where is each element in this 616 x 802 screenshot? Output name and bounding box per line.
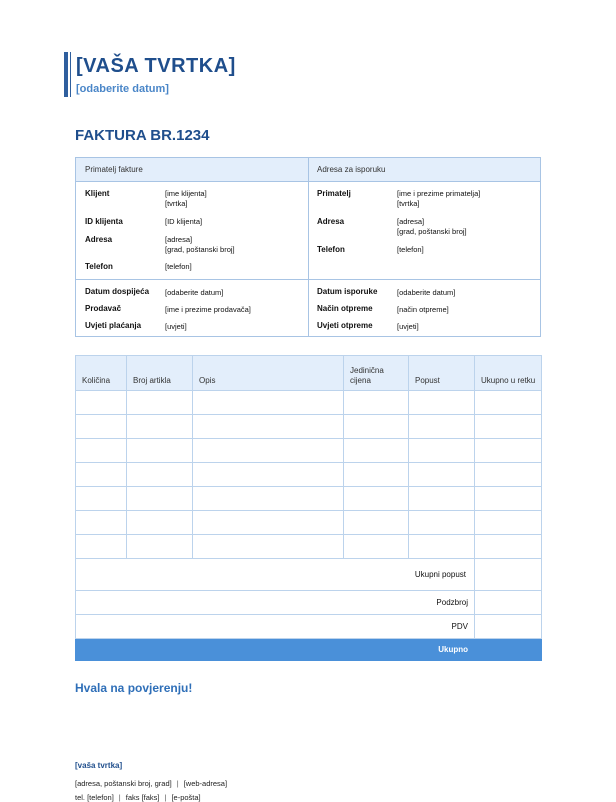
table-cell[interactable] [344, 511, 409, 535]
vat-label: PDV [76, 615, 475, 639]
bill-phone-field[interactable]: [telefon] [165, 262, 192, 271]
shipping-terms-field[interactable]: [uvjeti] [397, 322, 419, 331]
shipping-method-field[interactable]: [način otpreme] [397, 305, 449, 314]
client-name-field[interactable]: [ime klijenta] [165, 189, 207, 198]
table-cell[interactable] [475, 487, 542, 511]
table-cell[interactable] [76, 439, 127, 463]
table-cell[interactable] [127, 391, 193, 415]
invoice-title[interactable]: FAKTURA BR.1234 [75, 127, 210, 144]
total-row [76, 639, 542, 661]
client-id-field[interactable]: [ID klijenta] [165, 217, 203, 226]
table-cell[interactable] [76, 511, 127, 535]
table-row [76, 487, 542, 511]
footer-fax[interactable]: faks [faks] [125, 793, 160, 802]
table-cell[interactable] [76, 535, 127, 559]
column-header-unit-price: Jedinična cijena [344, 356, 409, 391]
table-cell[interactable] [127, 439, 193, 463]
table-cell[interactable] [127, 415, 193, 439]
table-cell[interactable] [475, 463, 542, 487]
ship-address-field[interactable]: [adresa] [397, 217, 425, 226]
client-company-field[interactable]: [tvrtka] [165, 199, 188, 208]
footer-phone[interactable]: tel. [telefon] [75, 793, 114, 802]
table-cell[interactable] [475, 511, 542, 535]
table-cell[interactable] [344, 391, 409, 415]
table-cell[interactable] [127, 535, 193, 559]
table-row [76, 463, 542, 487]
footer-web[interactable]: [web-adresa] [183, 779, 228, 788]
table-cell[interactable] [76, 415, 127, 439]
table-cell[interactable] [127, 487, 193, 511]
bill-to-heading: Primatelj fakture [85, 165, 143, 174]
recipient-company-field[interactable]: [tvrtka] [397, 199, 420, 208]
recipient-label: Primatelj [317, 189, 351, 198]
column-divider [308, 158, 309, 336]
subtotal-label: Podzbroj [76, 591, 475, 615]
delivery-date-label: Datum isporuke [317, 287, 378, 296]
table-cell[interactable] [344, 463, 409, 487]
bill-phone-label: Telefon [85, 262, 113, 271]
delivery-date-picker[interactable]: [odaberite datum] [397, 288, 456, 297]
table-row [76, 391, 542, 415]
client-id-label: ID klijenta [85, 217, 123, 226]
table-header-row [76, 356, 542, 391]
table-cell[interactable] [76, 487, 127, 511]
table-cell[interactable] [193, 487, 344, 511]
total-label: Ukupno [193, 639, 475, 661]
footer-address-line: [adresa, poštanski broj, grad] | [web-adresa] [75, 779, 228, 788]
subtotal-row [76, 591, 542, 615]
line-items-table [75, 355, 542, 661]
table-cell[interactable] [475, 439, 542, 463]
table-cell[interactable] [409, 439, 475, 463]
discount-total-label: Ukupni popust [76, 559, 475, 591]
table-cell[interactable] [475, 415, 542, 439]
company-name[interactable]: [VAŠA TVRTKA] [76, 55, 236, 77]
bill-address-label: Adresa [85, 235, 113, 244]
table-cell[interactable] [193, 463, 344, 487]
table-cell[interactable] [344, 487, 409, 511]
table-cell[interactable] [409, 535, 475, 559]
due-date-picker[interactable]: [odaberite datum] [165, 288, 224, 297]
column-header-description: Opis [193, 356, 344, 391]
table-cell[interactable] [127, 463, 193, 487]
column-header-discount: Popust [409, 356, 475, 391]
table-cell[interactable] [127, 511, 193, 535]
discount-total-row [76, 559, 542, 591]
footer-address[interactable]: [adresa, poštanski broj, grad] [75, 779, 172, 788]
ship-to-heading: Adresa za isporuku [317, 165, 386, 174]
shipping-method-label: Način otpreme [317, 304, 373, 313]
table-cell[interactable] [409, 463, 475, 487]
table-cell[interactable] [344, 439, 409, 463]
column-header-quantity: Količina [76, 356, 127, 391]
payment-terms-field[interactable]: [uvjeti] [165, 322, 187, 331]
accent-bar [64, 52, 68, 97]
thank-you-message: Hvala na povjerenju! [75, 681, 193, 695]
discount-total-cell[interactable] [475, 559, 542, 591]
ship-phone-label: Telefon [317, 245, 345, 254]
ship-city-field[interactable]: [grad, poštanski broj] [397, 227, 467, 236]
column-header-line-total: Ukupno u retku [475, 356, 542, 391]
table-cell[interactable] [409, 511, 475, 535]
table-row [76, 535, 542, 559]
table-cell[interactable] [193, 391, 344, 415]
table-cell[interactable] [193, 535, 344, 559]
shipping-terms-label: Uvjeti otpreme [317, 321, 373, 330]
table-cell[interactable] [76, 391, 127, 415]
table-cell[interactable] [193, 439, 344, 463]
footer-email[interactable]: [e-pošta] [171, 793, 201, 802]
accent-bar-thin [70, 52, 71, 97]
ship-phone-field[interactable]: [telefon] [397, 245, 424, 254]
table-cell[interactable] [193, 511, 344, 535]
table-cell[interactable] [409, 415, 475, 439]
table-cell[interactable] [193, 415, 344, 439]
table-row [76, 439, 542, 463]
table-cell[interactable] [409, 487, 475, 511]
table-row [76, 511, 542, 535]
bill-address-field[interactable]: [adresa] [165, 235, 193, 244]
seller-field[interactable]: [ime i prezime prodavača] [165, 305, 251, 314]
item-rows [76, 391, 542, 559]
payment-terms-label: Uvjeti plaćanja [85, 321, 142, 330]
seller-label: Prodavač [85, 304, 122, 313]
table-cell[interactable] [344, 415, 409, 439]
table-cell[interactable] [76, 463, 127, 487]
footer-contact-line: tel. [telefon] | faks [faks] | [e-pošta] [75, 793, 201, 802]
vat-cell[interactable] [475, 615, 542, 639]
table-cell[interactable] [409, 391, 475, 415]
footer-company[interactable]: [vaša tvrtka] [75, 761, 123, 770]
total-cell[interactable] [475, 639, 542, 661]
row-divider [76, 279, 540, 280]
bill-city-field[interactable]: [grad, poštanski broj] [165, 245, 235, 254]
ship-address-label: Adresa [317, 217, 345, 226]
table-cell[interactable] [344, 535, 409, 559]
table-row [76, 415, 542, 439]
column-header-item-number: Broj artikla [127, 356, 193, 391]
client-label: Klijent [85, 189, 110, 198]
customer-info-box [75, 157, 541, 337]
total-row-blank [76, 639, 193, 661]
due-date-label: Datum dospijeća [85, 287, 150, 296]
date-picker[interactable]: [odaberite datum] [76, 83, 169, 95]
table-cell[interactable] [475, 535, 542, 559]
recipient-name-field[interactable]: [ime i prezime primatelja] [397, 189, 481, 198]
vat-row [76, 615, 542, 639]
subtotal-cell[interactable] [475, 591, 542, 615]
table-cell[interactable] [475, 391, 542, 415]
